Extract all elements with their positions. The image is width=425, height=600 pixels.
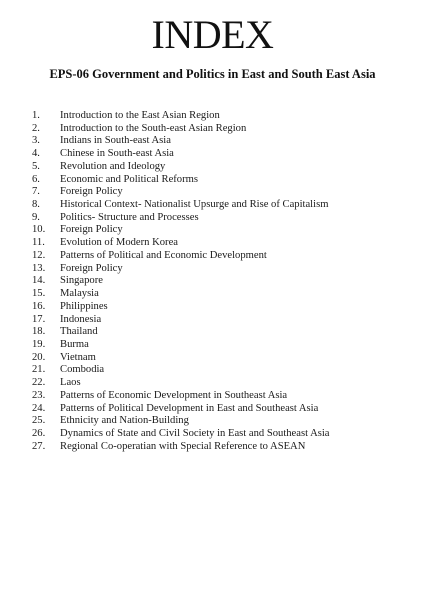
toc-item-4 (32, 148, 402, 161)
toc-title: Dynamics of State and Civil Society in East and Southeast Asia (60, 427, 330, 439)
toc-title: Revolution and Ideology (60, 160, 166, 172)
toc-item-6 (32, 174, 402, 187)
toc-title: Philippines (60, 300, 108, 312)
toc-number: 24. (32, 402, 46, 414)
toc-title: Patterns of Political Development in East and Southeast Asia (60, 402, 319, 414)
toc-number: 26. (32, 427, 46, 439)
toc-item-18 (32, 326, 402, 339)
toc-item-3 (32, 135, 402, 148)
toc-item-17 (32, 314, 402, 327)
toc-number: 8. (32, 199, 40, 211)
page-title: INDEX (151, 12, 274, 57)
toc-title: Singapore (60, 275, 103, 287)
toc-number: 3. (32, 135, 40, 147)
toc-title: Malaysia (60, 288, 99, 300)
toc-title: Indians in South-east Asia (60, 135, 171, 147)
toc-item-24 (32, 403, 402, 416)
toc-item-8 (32, 199, 402, 212)
toc-title: Indonesia (60, 313, 102, 325)
toc-item-22 (32, 377, 402, 390)
toc-item-16 (32, 301, 402, 314)
toc-item-13 (32, 263, 402, 276)
toc-title: Ethnicity and Nation-Building (60, 415, 189, 427)
toc-number: 16. (32, 300, 46, 312)
toc-item-21 (32, 364, 402, 377)
toc-item-14 (32, 275, 402, 288)
toc-title: Patterns of Political and Economic Development (60, 249, 267, 261)
toc-number: 1. (32, 110, 40, 121)
toc-title: Foreign Policy (60, 224, 123, 236)
toc-item-10 (32, 224, 402, 237)
toc-number: 13. (32, 262, 46, 274)
toc-number: 15. (32, 288, 46, 300)
toc-number: 10. (32, 224, 46, 236)
toc-item-15 (32, 288, 402, 301)
toc-title: Chinese in South-east Asia (60, 148, 174, 160)
toc-item-7 (32, 186, 402, 199)
toc-number: 18. (32, 326, 46, 338)
toc-title: Patterns of Economic Development in Southeast Asia (60, 389, 288, 401)
toc-number: 11. (32, 237, 45, 249)
toc-number: 22. (32, 377, 46, 389)
toc-title: Burma (60, 338, 89, 350)
toc-item-12 (32, 250, 402, 263)
toc-title: Evolution of Modern Korea (60, 237, 178, 249)
toc-title: Introduction to the South-east Asian Region (60, 122, 247, 134)
toc-title: Laos (60, 377, 81, 389)
toc-title: Foreign Policy (60, 186, 123, 198)
course-title: EPS-06 Government and Politics in East and South East Asia (49, 67, 376, 81)
toc-item-5 (32, 161, 402, 174)
toc-number: 9. (32, 211, 40, 223)
toc-item-23 (32, 390, 402, 403)
toc-title: Introduction to the East Asian Region (60, 110, 220, 121)
toc-number: 27. (32, 440, 46, 452)
toc-item-2 (32, 123, 402, 136)
toc-number: 5. (32, 160, 40, 172)
table-of-contents (32, 110, 402, 453)
toc-item-20 (32, 352, 402, 365)
toc-item-11 (32, 237, 402, 250)
toc-item-27 (32, 441, 402, 454)
toc-title: Foreign Policy (60, 262, 123, 274)
toc-item-1 (32, 110, 402, 123)
toc-number: 17. (32, 313, 46, 325)
toc-number: 21. (32, 364, 46, 376)
toc-item-9 (32, 212, 402, 225)
toc-title: Historical Context- Nationalist Upsurge and Rise of Capitalism (60, 199, 329, 211)
toc-title: Vietnam (60, 351, 96, 363)
toc-number: 4. (32, 148, 40, 160)
toc-item-26 (32, 428, 402, 441)
toc-number: 14. (32, 275, 46, 287)
toc-number: 6. (32, 173, 40, 185)
toc-number: 23. (32, 389, 46, 401)
toc-number: 12. (32, 249, 46, 261)
toc-number: 25. (32, 415, 46, 427)
toc-title: Regional Co-operatian with Special Reference to ASEAN (60, 440, 306, 452)
toc-number: 7. (32, 186, 40, 198)
toc-title: Politics- Structure and Processes (60, 211, 199, 223)
toc-number: 2. (32, 122, 40, 134)
toc-item-19 (32, 339, 402, 352)
toc-title: Combodia (60, 364, 105, 376)
toc-title: Thailand (60, 326, 98, 338)
toc-title: Economic and Political Reforms (60, 173, 198, 185)
toc-number: 19. (32, 338, 46, 350)
toc-item-25 (32, 415, 402, 428)
toc-number: 20. (32, 351, 46, 363)
